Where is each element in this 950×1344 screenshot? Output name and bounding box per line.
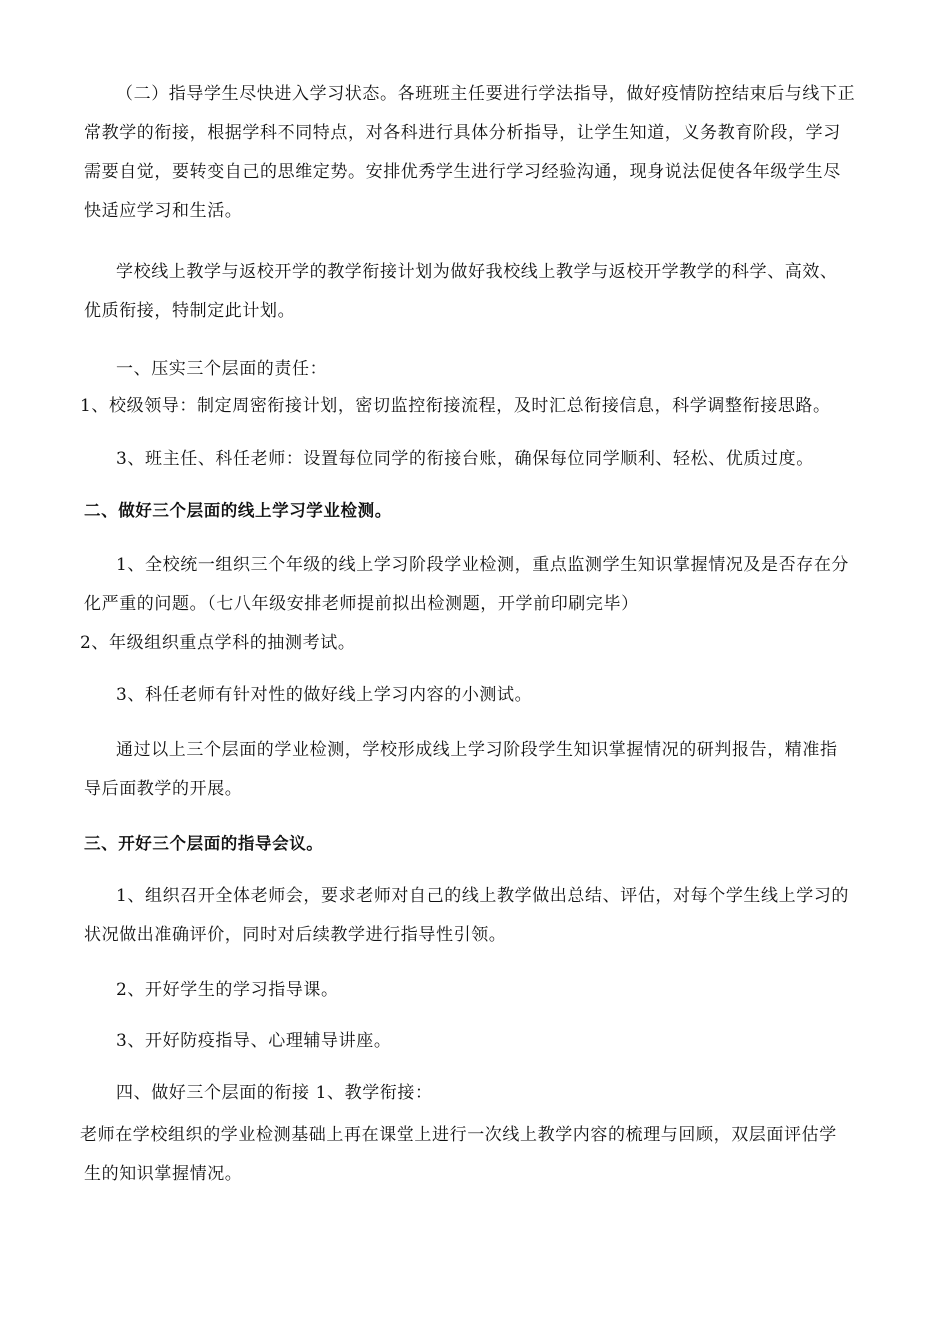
paragraph-line: 生的知识掌握情况。 (84, 1164, 243, 1184)
paragraph-line: （二）指导学生尽快进入学习状态。各班班主任要进行学法指导，做好疫情防控结束后与线下正 (116, 84, 856, 104)
paragraph-line: 状况做出准确评价，同时对后续教学进行指导性引领。 (84, 925, 507, 945)
list-item: 1、全校统一组织三个年级的线上学习阶段学业检测，重点监测学生知识掌握情况及是否存在分 (116, 555, 850, 575)
list-item: 2、开好学生的学习指导课。 (116, 980, 339, 1000)
list-item: 3、开好防疫指导、心理辅导讲座。 (116, 1031, 392, 1051)
section-heading: 三、开好三个层面的指导会议。 (84, 834, 324, 853)
section-heading: 二、做好三个层面的线上学习学业检测。 (84, 501, 392, 520)
list-item: 1、组织召开全体老师会，要求老师对自己的线上教学做出总结、评估，对每个学生线上学习的 (116, 886, 850, 906)
section-heading: 四、做好三个层面的衔接 1、教学衔接： (116, 1083, 433, 1103)
paragraph-line: 快适应学习和生活。 (84, 201, 243, 221)
list-item: 3、科任老师有针对性的做好线上学习内容的小测试。 (116, 685, 533, 705)
list-item: 2、年级组织重点学科的抽测考试。 (80, 633, 356, 653)
list-item: 1、校级领导：制定周密衔接计划，密切监控衔接流程，及时汇总衔接信息，科学调整衔接思路。 (80, 396, 831, 416)
paragraph-line: 导后面教学的开展。 (84, 779, 243, 799)
paragraph-line: 常教学的衔接，根据学科不同特点，对各科进行具体分析指导，让学生知道，义务教育阶段，学习 (84, 123, 841, 143)
paragraph-line: 老师在学校组织的学业检测基础上再在课堂上进行一次线上教学内容的梳理与回顾，双层面评估学 (80, 1125, 837, 1145)
paragraph-line: 学校线上教学与返校开学的教学衔接计划为做好我校线上教学与返校开学教学的科学、高效、 (116, 262, 838, 282)
paragraph-line: 优质衔接，特制定此计划。 (84, 301, 296, 321)
section-heading: 一、压实三个层面的责任： (116, 359, 328, 379)
paragraph-line: 需要自觉，要转变自己的思维定势。安排优秀学生进行学习经验沟通，现身说法促使各年级学生尽 (84, 162, 841, 182)
list-item: 3、班主任、科任老师：设置每位同学的衔接台账，确保每位同学顺利、轻松、优质过度。 (116, 449, 814, 469)
paragraph-line: 化严重的问题。（七八年级安排老师提前拟出检测题，开学前印刷完毕） (84, 594, 639, 614)
paragraph-line: 通过以上三个层面的学业检测，学校形成线上学习阶段学生知识掌握情况的研判报告，精准指 (116, 740, 838, 760)
